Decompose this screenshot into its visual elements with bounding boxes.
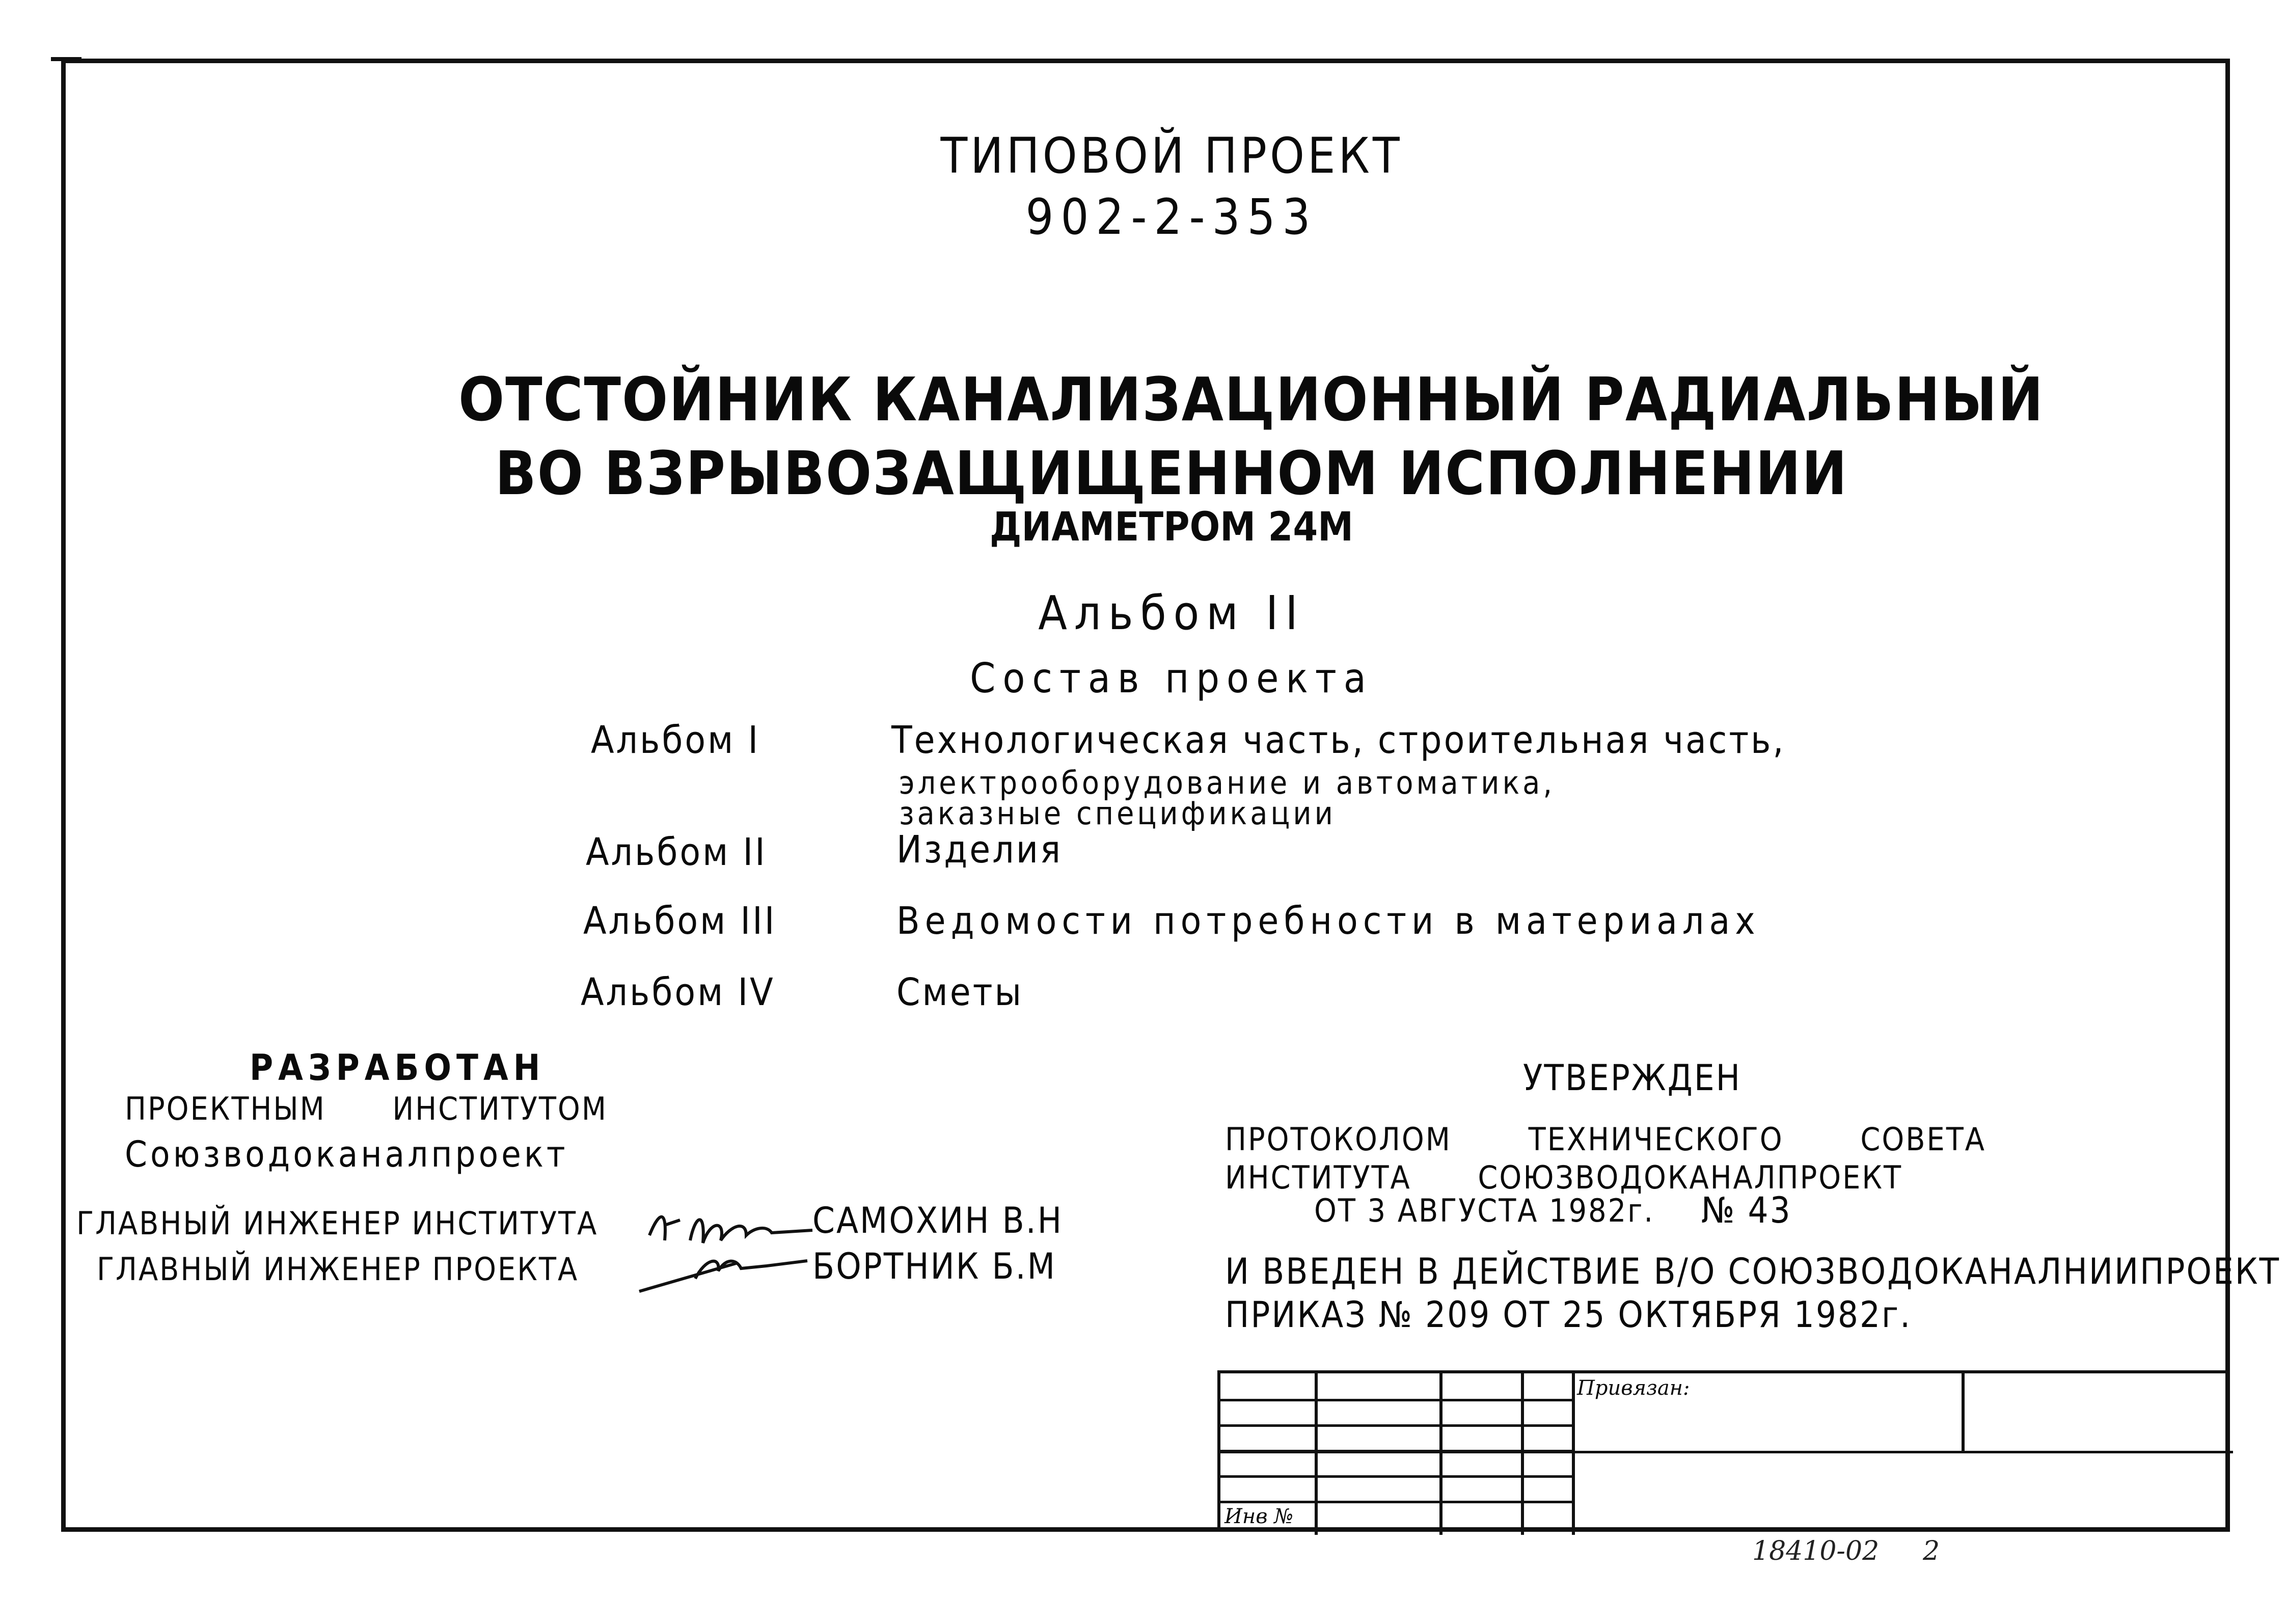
approved-number: № 43: [1701, 1189, 1792, 1231]
stamp-divider: [1572, 1373, 1575, 1535]
album-list-desc: Изделия: [896, 828, 1063, 872]
signature-bortnik: [634, 1243, 818, 1299]
approved-date: ОТ 3 АВГУСТА 1982г.: [1314, 1192, 1655, 1229]
album-label: Альбом II: [1038, 586, 1305, 640]
album-list-desc: заказные спецификации: [899, 795, 1336, 832]
order-line: ПРИКАЗ № 209 ОТ 25 ОКТЯБРЯ 1982г.: [1225, 1294, 1912, 1336]
approved-heading: УТВЕРЖДЕН: [1523, 1057, 1742, 1099]
developed-by: ПРОЕКТНЫМ ИНСТИТУТОМ: [125, 1090, 608, 1127]
chief-engineer-institute-name: САМОХИН В.Н: [812, 1200, 1064, 1241]
title-line1: ОТСТОЙНИК КАНАЛИЗАЦИОННЫЙ РАДИАЛЬНЫЙ: [458, 364, 2045, 435]
stamp-inv-label: Инв №: [1224, 1505, 1294, 1528]
project-type: ТИПОВОЙ ПРОЕКТ: [940, 127, 1403, 184]
enacted-line: И ВВЕДЕН В ДЕЙСТВИЕ В/О СОЮЗВОДОКАНАЛНИИПРОЕКТ: [1225, 1251, 2280, 1292]
project-number: 902-2-353: [1025, 188, 1318, 246]
approved-protocol: ПРОТОКОЛОМ ТЕХНИЧЕСКОГО СОВЕТА: [1225, 1121, 1986, 1158]
stamp-rule: [1220, 1424, 1572, 1427]
stamp-rule: [1220, 1475, 1572, 1478]
stamp-divider: [1962, 1373, 1965, 1452]
album-list-name: Альбом II: [586, 830, 767, 874]
album-list-desc: электрооборудование и автоматика,: [899, 764, 1556, 801]
album-list-name: Альбом I: [591, 718, 760, 762]
title-line3: ДИАМЕТРОМ 24М: [989, 504, 1354, 550]
title-line2: ВО ВЗРЫВОЗАЩИЩЕННОМ ИСПОЛНЕНИИ: [495, 438, 1848, 508]
page-number: 2: [1923, 1536, 1940, 1566]
chief-engineer-project-name: БОРТНИК Б.М: [812, 1246, 1056, 1287]
album-list-desc: Сметы: [896, 970, 1024, 1014]
document-code: 18410-02: [1752, 1536, 1880, 1566]
chief-engineer-institute-role: ГЛАВНЫЙ ИНЖЕНЕР ИНСТИТУТА: [76, 1205, 598, 1242]
composition-heading: Состав проекта: [970, 655, 1373, 702]
approved-institute: ИНСТИТУТА СОЮЗВОДОКАНАЛПРОЕКТ: [1225, 1159, 1903, 1196]
album-list-desc: Технологическая часть, строительная часть,: [891, 718, 1786, 762]
album-list-name: Альбом IV: [581, 970, 775, 1014]
stamp-linked-label: Привязан:: [1577, 1376, 1690, 1400]
chief-engineer-project-role: ГЛАВНЫЙ ИНЖЕНЕР ПРОЕКТА: [97, 1251, 579, 1288]
album-list-desc: Ведомости потребности в материалах: [896, 899, 1760, 943]
stamp-rule: [1220, 1399, 1572, 1401]
stamp-divider: [1315, 1373, 1318, 1535]
stamp-rule: [1220, 1501, 1572, 1503]
stamp-rule: [1220, 1451, 2233, 1453]
developed-institute: Союзводоканалпроект: [125, 1133, 568, 1175]
stamp-divider: [1439, 1373, 1443, 1535]
album-list-name: Альбом III: [583, 899, 777, 943]
developed-heading: РАЗРАБОТАН: [250, 1047, 546, 1089]
stamp-table: [1217, 1370, 2230, 1532]
stamp-divider: [1521, 1373, 1524, 1535]
